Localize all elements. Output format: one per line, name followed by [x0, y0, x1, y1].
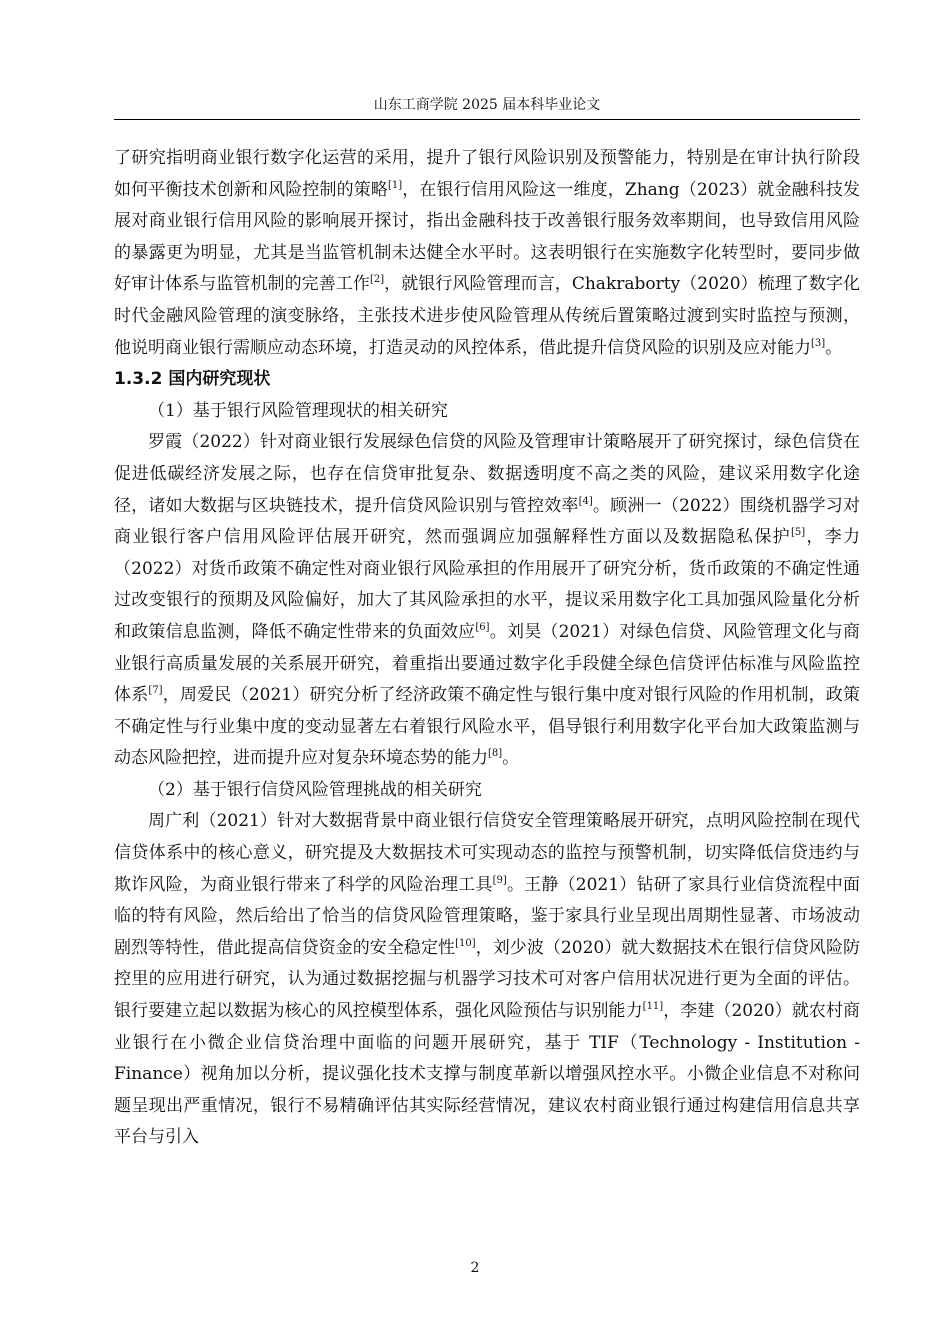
paragraph-risk-management: 罗霞（2022）针对商业银行发展绿色信贷的风险及管理审计策略展开了研究探讨，绿色信贷在促进低碳经济发展之际，也存在信贷审批复杂、数据透明度不高之类的风险，建议采用数字化途径，诸如大数据与区块链技术，提升信贷风险识别与管控效率[4]。顾洲一（2022）围绕机器学习对商业银行客户信用风险评估展开研究，然而强调应加强解释性方面以及数据隐私保护[5]，李力（2022）对货币政策不确定性对商业银行风险承担的作用展开了研究分析，货币政策的不确定性通过改变银行的预期及风险偏好，加大了其风险承担的水平，提议采用数字化工具加强风险量化分析和政策信息监测，降低不确定性带来的负面效应[6]。刘昊（2021）对绿色信贷、风险管理文化与商业银行高质量发展的关系展开研究，着重指出要通过数字化手段健全绿色信贷评估标准与风险监控体系[7]，周爱民（2021）研究分析了经济政策不确定性与银行集中度对银行风险的作用机制，政策不确定性与行业集中度的变动显著左右着银行风险水平，倡导银行利用数字化平台加大政策监测与动态风险把控，进而提升应对复杂环境态势的能力[8]。	[114, 432, 861, 769]
citation-2: [2]	[369, 274, 385, 286]
paragraph-credit-risk: 周广利（2021）针对大数据背景中商业银行信贷安全管理策略展开研究，点明风险控制在现代信贷体系中的核心意义，研究提及大数据技术可实现动态的监控与预警机制，切实降低信贷违约与欺诈风险，为商业银行带来了科学的风险治理工具[9]。王静（2021）钻研了家具行业信贷流程中面临的特有风险，然后给出了恰当的信贷风险管理策略，鉴于家具行业呈现出周期性显著、市场波动剧烈等特性，借此提高信贷资金的安全稳定性[10]，刘少波（2020）就大数据技术在银行信贷风险防控里的应用进行研究，认为通过数据挖掘与机器学习技术可对客户信用状况进行更为全面的评估。银行要建立起以数据为核心的风控模型体系，强化风险预估与识别能力[11]，李建（2020）就农村商业银行在小微企业信贷治理中面临的问题开展研究，基于 TIF（Technology - Institution - Finance）视角加以分析，提议强化技术支撑与制度革新以增强风控水平。小微企业信息不对称问题呈现出严重情况，银行不易精确评估其实际经营情况，建议农村商业银行通过构建信用信息共享平台与引入	[114, 811, 861, 1148]
header-title: 山东工商学院 2025 届本科毕业论文	[373, 97, 601, 113]
subheading-risk-management: （1）基于银行风险管理现状的相关研究	[148, 400, 448, 421]
page-body	[114, 143, 860, 1154]
citation-8: [8]	[488, 748, 503, 760]
citation-3: [3]	[811, 337, 826, 349]
citation-9: [9]	[492, 874, 507, 886]
citation-10: [10]	[455, 937, 476, 949]
subheading-credit-risk: （2）基于银行信贷风险管理挑战的相关研究	[148, 779, 482, 800]
citation-11: [11]	[642, 1001, 664, 1013]
header-divider	[114, 119, 860, 120]
page-header	[114, 96, 860, 114]
citation-1: [1]	[387, 179, 403, 191]
citation-6: [6]	[475, 621, 490, 633]
section-heading: 1.3.2 国内研究现状	[114, 369, 271, 390]
citation-5: [5]	[790, 527, 806, 539]
citation-4: [4]	[578, 495, 593, 507]
intro-paragraph: 了研究指明商业银行数字化运营的采用，提升了银行风险识别及预警能力，特别是在审计执行阶段如何平衡技术创新和风险控制的策略[1]，在银行信用风险这一维度，Zhang（2023）就金融科技发展对商业银行信用风险的影响展开探讨，指出金融科技于改善银行服务效率期间，也导致信用风险的暴露更为明显，尤其是当监管机制未达健全水平时。这表明银行在实施数字化转型时，要同步做好审计体系与监管机制的完善工作[2]，就银行风险管理而言，Chakraborty（2020）梳理了数字化时代金融风险管理的演变脉络，主张技术进步使风险管理从传统后置策略过渡到实时监控与预测，他说明商业银行需顺应动态环境，打造灵动的风控体系，借此提升信贷风险的识别及应对能力[3]。	[114, 148, 860, 358]
page-number: 2	[470, 1260, 480, 1276]
citation-7: [7]	[148, 685, 163, 697]
